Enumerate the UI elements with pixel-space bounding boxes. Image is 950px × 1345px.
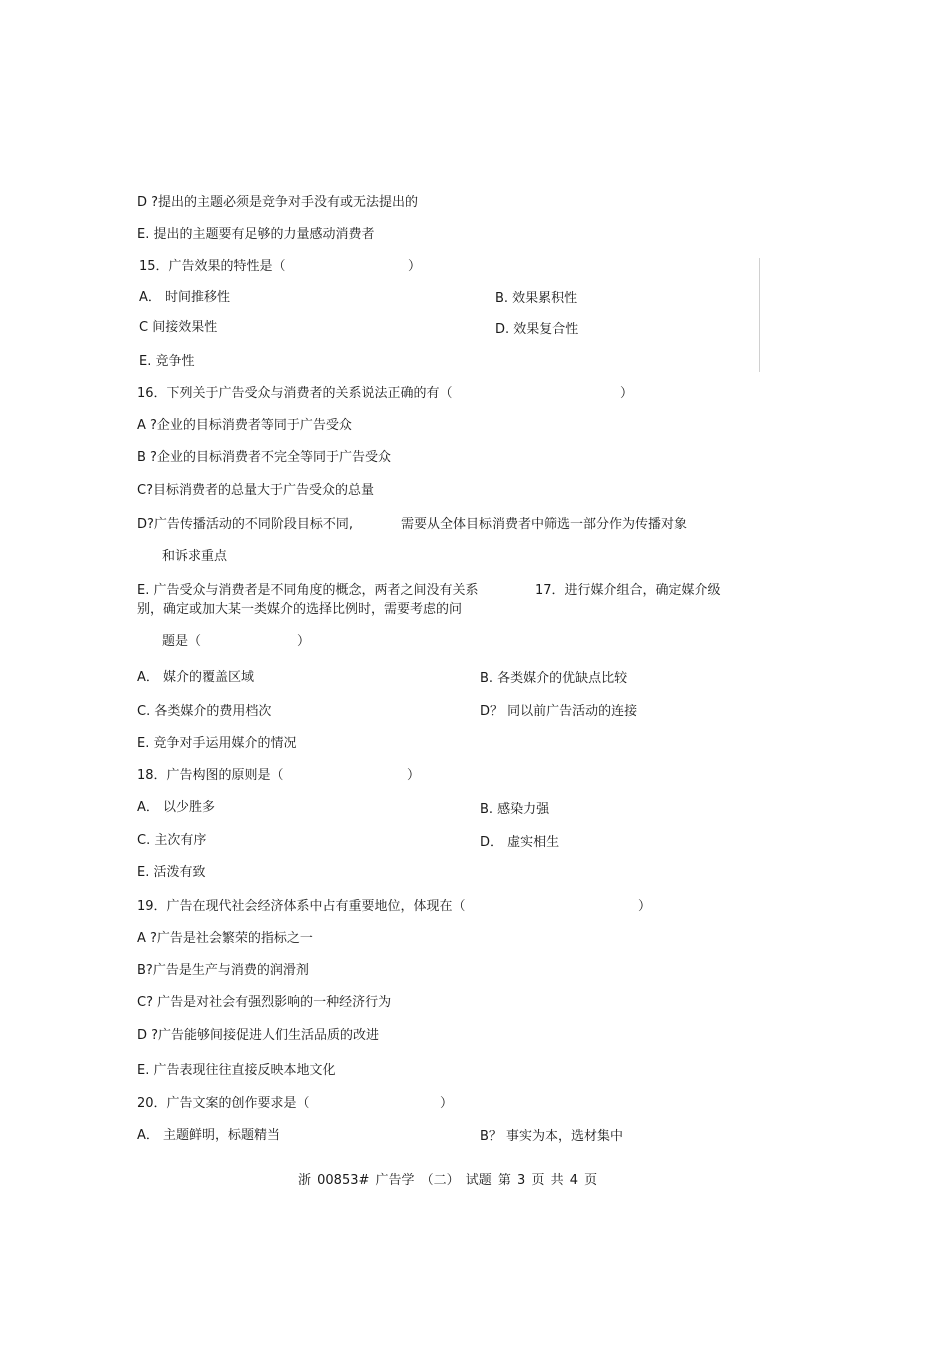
q16-option-d-part1: D?广告传播活动的不同阶段目标不同, — [137, 517, 354, 532]
q17-option-e: E. 竞争对手运用媒介的情况 — [137, 736, 297, 751]
q14-option-e: E. 提出的主题要有足够的力量感动消费者 — [137, 227, 375, 242]
q15-option-b: B. 效果累积性 — [495, 291, 578, 306]
q18-option-e: E. 活泼有致 — [137, 865, 206, 880]
q19-option-b: B?广告是生产与消费的润滑剂 — [137, 963, 309, 978]
q14-option-d: D ?提出的主题必须是竞争对手没有或无法提出的 — [137, 195, 419, 210]
q18-option-c: C. 主次有序 — [137, 833, 207, 848]
q16-stem-close: ） — [620, 386, 634, 401]
q19-stem-close: ） — [638, 899, 652, 914]
q16-option-d-part3: 和诉求重点 — [162, 549, 228, 564]
q17-stem-line1: 17．进行媒介组合，确定媒介级 — [535, 583, 721, 598]
q15-stem-close: ） — [408, 259, 422, 274]
q16-stem: 16．下列关于广告受众与消费者的关系说法正确的有（ — [137, 386, 453, 401]
q20-stem: 20．广告文案的创作要求是（ — [137, 1096, 310, 1111]
q16-option-d-part2: 需要从全体目标消费者中筛选一部分作为传播对象 — [401, 517, 688, 532]
page-footer: 浙 00853# 广告学 （二） 试题 第 3 页 共 4 页 — [298, 1173, 598, 1188]
q19-option-e: E. 广告表现往往直接反映本地文化 — [137, 1063, 336, 1078]
q15-option-c: C 间接效果性 — [139, 320, 218, 335]
q15-option-e: E. 竞争性 — [139, 354, 195, 369]
q19-option-a: A ?广告是社会繁荣的指标之一 — [137, 931, 313, 946]
q17-option-d: D？ 同以前广告活动的连接 — [480, 704, 638, 719]
q18-stem: 18．广告构图的原则是（ — [137, 768, 284, 783]
q17-stem-close: ） — [297, 634, 311, 649]
q20-option-b: B？ 事实为本，选材集中 — [480, 1129, 624, 1144]
q19-option-c: C? 广告是对社会有强烈影响的一种经济行为 — [137, 995, 392, 1010]
q17-option-a: A． 媒介的覆盖区域 — [137, 670, 255, 685]
q18-option-b: B. 感染力强 — [480, 802, 550, 817]
q18-option-d: D． 虚实相生 — [480, 835, 560, 850]
q16-option-a: A ?企业的目标消费者等同于广告受众 — [137, 418, 352, 433]
q17-stem-line3: 题是（ — [162, 634, 202, 649]
q17-option-b: B. 各类媒介的优缺点比较 — [480, 671, 628, 686]
q16-option-c: C?目标消费者的总量大于广告受众的总量 — [137, 483, 374, 498]
q20-stem-close: ） — [440, 1096, 454, 1111]
q16-option-b: B ?企业的目标消费者不完全等同于广告受众 — [137, 450, 391, 465]
q15-option-d: D. 效果复合性 — [495, 322, 579, 337]
q17-option-c: C. 各类媒介的费用档次 — [137, 704, 272, 719]
q20-option-a: A． 主题鲜明，标题精当 — [137, 1128, 281, 1143]
q17-stem-line2: 别，确定或加大某一类媒介的选择比例时，需要考虑的问 — [137, 602, 463, 617]
q15-stem: 15．广告效果的特性是（ — [139, 259, 286, 274]
q18-stem-close: ） — [407, 768, 421, 783]
q16-option-e: E. 广告受众与消费者是不同角度的概念，两者之间没有关系 — [137, 583, 479, 598]
margin-rule — [759, 258, 760, 372]
q15-option-a: A． 时间推移性 — [139, 290, 231, 305]
q19-option-d: D ?广告能够间接促进人们生活品质的改进 — [137, 1028, 380, 1043]
q18-option-a: A． 以少胜多 — [137, 800, 216, 815]
q19-stem: 19．广告在现代社会经济体系中占有重要地位，体现在（ — [137, 899, 466, 914]
